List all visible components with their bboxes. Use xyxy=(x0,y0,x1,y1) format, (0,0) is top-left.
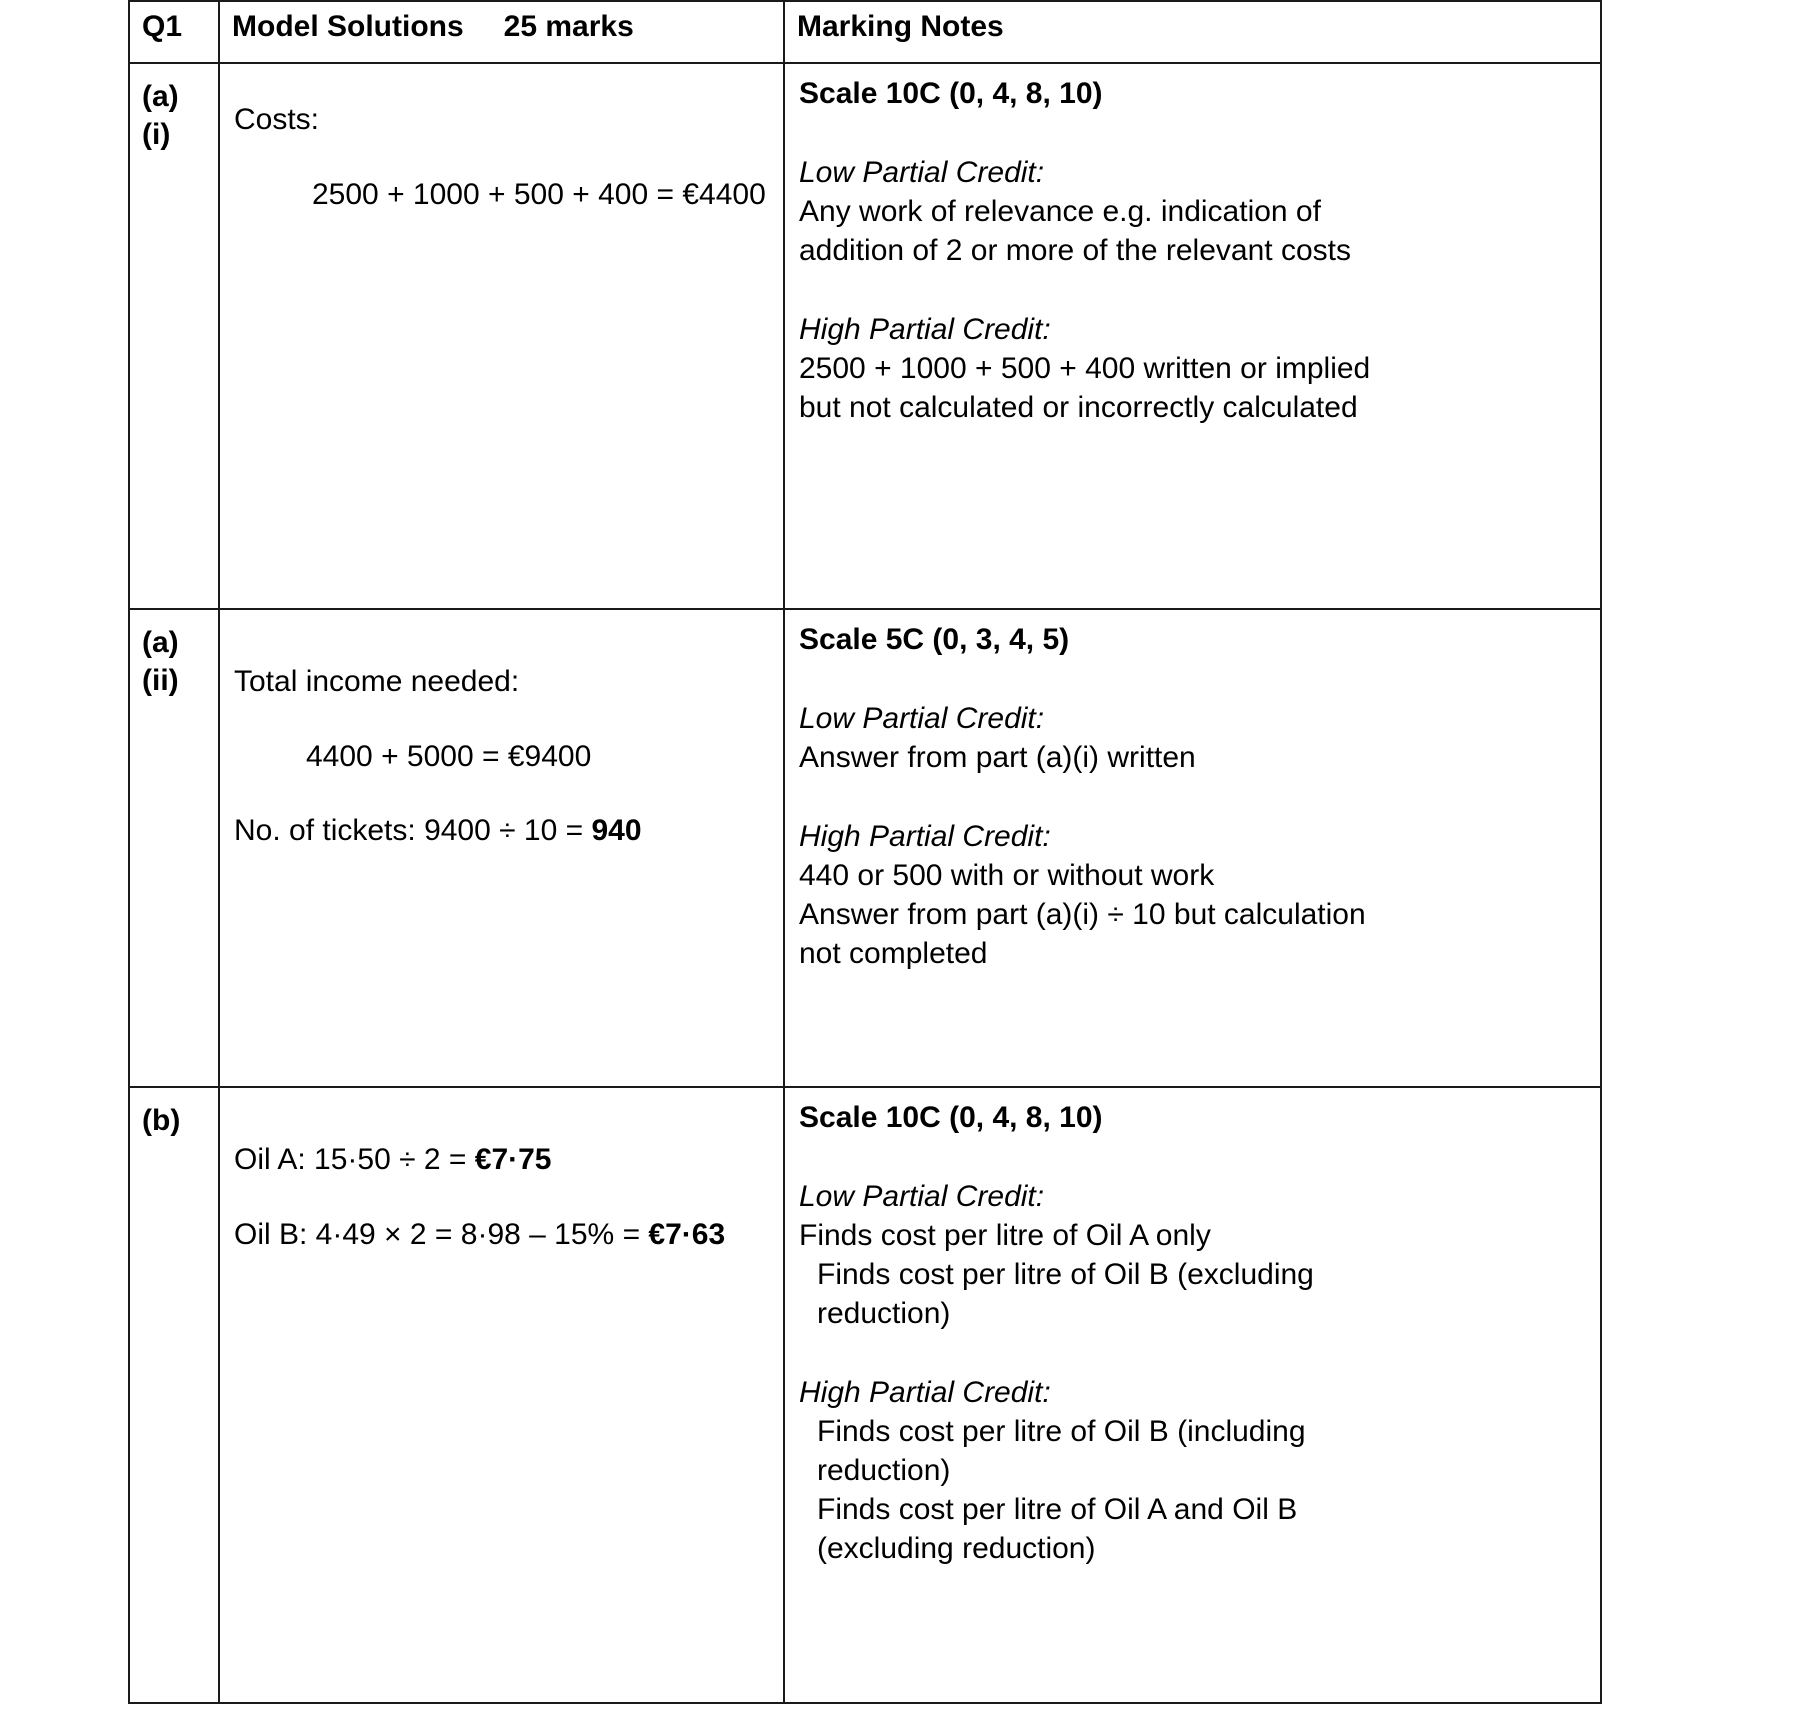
notes-line: Finds cost per litre of Oil B (excluding xyxy=(817,1258,1314,1291)
notes-line: Any work of relevance e.g. indication of xyxy=(799,195,1321,228)
solution-tickets-prefix: No. of tickets: 9400 ÷ 10 = xyxy=(234,814,592,847)
table-row xyxy=(129,609,1601,1087)
solution-oil-a-prefix: Oil A: 15·50 ÷ 2 = xyxy=(234,1143,475,1176)
solution-tickets-answer: 940 xyxy=(591,814,642,847)
notes-line: but not calculated or incorrectly calculated xyxy=(799,391,1358,424)
header-cell-notes xyxy=(784,1,1601,63)
notes-line: 2500 + 1000 + 500 + 400 written or implied xyxy=(799,352,1371,385)
solution-cell-a-i xyxy=(219,63,784,609)
row-label-part: (b) xyxy=(142,1104,181,1137)
row-label-part: (a) xyxy=(142,80,179,113)
notes-low-partial-credit-heading: Low Partial Credit: xyxy=(799,702,1045,735)
notes-line: not completed xyxy=(799,937,988,970)
table-header-row xyxy=(129,1,1601,63)
header-question-label: Q1 xyxy=(142,10,183,43)
notes-cell-b xyxy=(784,1087,1601,1703)
solution-cell-b xyxy=(219,1087,784,1703)
table-row xyxy=(129,1087,1601,1703)
row-label-subpart: (i) xyxy=(142,118,171,152)
notes-line: addition of 2 or more of the relevant costs xyxy=(799,234,1351,267)
marking-scheme-table xyxy=(128,0,1602,1704)
notes-high-partial-credit-heading: High Partial Credit: xyxy=(799,1376,1051,1409)
header-cell-question xyxy=(129,1,219,63)
notes-high-partial-credit-heading: High Partial Credit: xyxy=(799,820,1051,853)
solution-oil-a-answer: €7·75 xyxy=(474,1143,552,1176)
notes-line: reduction) xyxy=(817,1454,951,1487)
notes-scale: Scale 10C (0, 4, 8, 10) xyxy=(799,77,1103,110)
notes-high-partial-credit-heading: High Partial Credit: xyxy=(799,313,1051,346)
notes-cell-a-i xyxy=(784,63,1601,609)
notes-line: 440 or 500 with or without work xyxy=(799,859,1215,892)
notes-line: Finds cost per litre of Oil B (including xyxy=(817,1415,1306,1448)
solution-oil-b-answer: €7·63 xyxy=(648,1217,726,1251)
solution-oil-b-prefix: Oil B: 4·49 × 2 = 8·98 – 15% = xyxy=(234,1217,649,1251)
solution-intro: Total income needed: xyxy=(234,665,520,698)
notes-low-partial-credit-heading: Low Partial Credit: xyxy=(799,156,1045,189)
table-row xyxy=(129,63,1601,609)
solution-cell-a-ii xyxy=(219,609,784,1087)
notes-low-partial-credit-heading: Low Partial Credit: xyxy=(799,1180,1045,1213)
notes-line: (excluding reduction) xyxy=(817,1532,1096,1565)
row-label-cell-a-i xyxy=(129,63,219,609)
row-label-part: (a) xyxy=(142,626,179,659)
solution-calculation: 4400 + 5000 = €9400 xyxy=(306,739,592,773)
notes-line: Finds cost per litre of Oil A only xyxy=(799,1219,1211,1252)
notes-scale: Scale 5C (0, 3, 4, 5) xyxy=(799,623,1070,656)
solution-calculation: 2500 + 1000 + 500 + 400 = €4400 xyxy=(312,177,766,211)
notes-line: reduction) xyxy=(817,1297,951,1330)
notes-line: Finds cost per litre of Oil A and Oil B xyxy=(817,1493,1298,1526)
row-label-cell-a-ii xyxy=(129,609,219,1087)
solution-oil-b-line xyxy=(234,1215,769,1256)
solution-intro: Costs: xyxy=(234,103,320,136)
row-label-cell-b xyxy=(129,1087,219,1703)
solution-oil-a-line xyxy=(234,1140,769,1181)
header-marks-label: 25 marks xyxy=(503,10,634,43)
notes-line: Answer from part (a)(i) written xyxy=(799,741,1196,774)
notes-scale: Scale 10C (0, 4, 8, 10) xyxy=(799,1101,1103,1134)
row-label-subpart: (ii) xyxy=(142,664,179,698)
header-cell-solutions xyxy=(219,1,784,63)
header-notes-label: Marking Notes xyxy=(797,10,1004,43)
solution-tickets-line xyxy=(234,811,769,852)
notes-cell-a-ii xyxy=(784,609,1601,1087)
notes-line: Answer from part (a)(i) ÷ 10 but calculation xyxy=(799,898,1366,931)
header-solutions-label: Model Solutions xyxy=(232,10,464,43)
